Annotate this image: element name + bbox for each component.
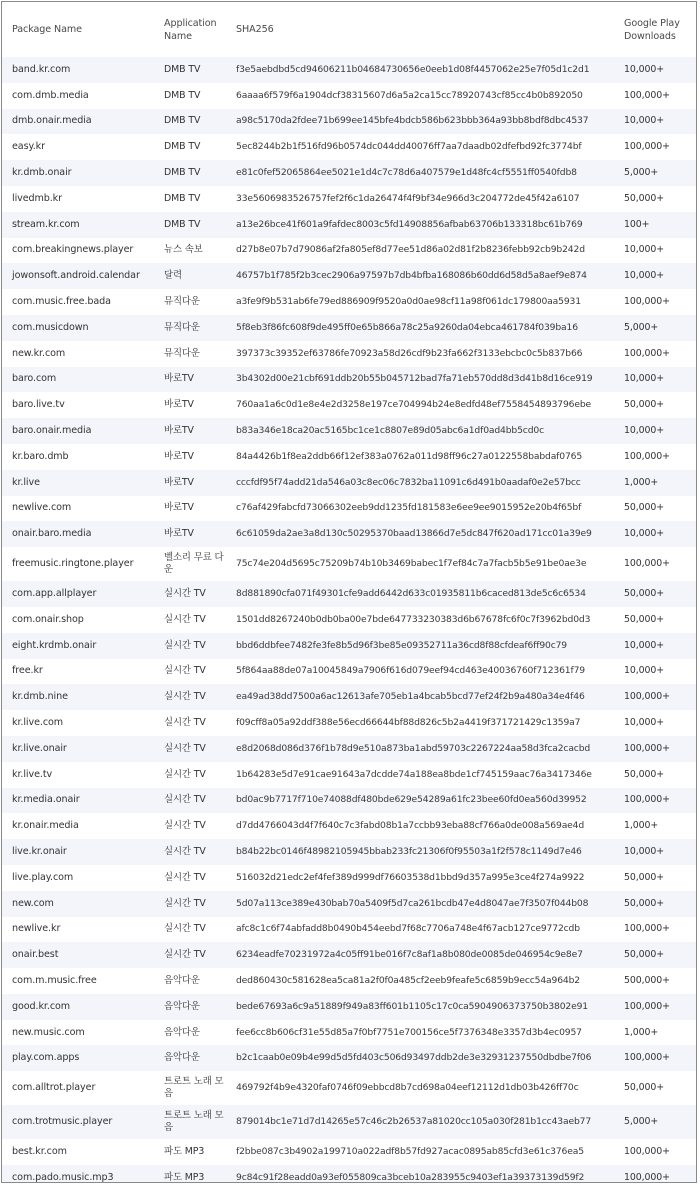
application-name-cell: DMB TV (154, 212, 226, 238)
package-name-cell: com.m.music.free (2, 968, 154, 994)
application-name-cell: DMB TV (154, 186, 226, 212)
package-name-cell: onair.best (2, 942, 154, 968)
downloads-cell: 50,000+ (622, 891, 697, 917)
table-row (2, 392, 697, 418)
package-name-cell: kr.live.tv (2, 762, 154, 788)
table-row (2, 607, 697, 633)
table-row (2, 839, 697, 865)
table-row (2, 788, 697, 814)
application-name-cell: 달력 (154, 263, 226, 289)
table-row (2, 496, 697, 522)
downloads-cell: 10,000+ (622, 633, 697, 659)
package-name-cell: baro.live.tv (2, 392, 154, 418)
table-row (2, 813, 697, 839)
application-name-cell: 트로트 노래 모음 (154, 1071, 226, 1105)
downloads-cell: 100,000+ (622, 1165, 697, 1183)
downloads-cell: 100,000+ (622, 684, 697, 710)
sha256-cell: a13e26bce41f601a9fafdec8003c5fd14908856afbab63706b133318bc61b769 (226, 212, 622, 238)
sha256-cell: 5f864aa88de07a10045849a7906f616d079eef94cd463e40036760f712361f79 (226, 659, 622, 685)
package-name-cell: baro.com (2, 367, 154, 393)
sha256-cell: 5f8eb3f86fc608f9de495ff0e65b866a78c25a9260da04ebca461784f039ba16 (226, 315, 622, 341)
table-row (2, 521, 697, 547)
package-name-cell: best.kr.com (2, 1139, 154, 1165)
downloads-cell: 100,000+ (622, 341, 697, 367)
table-container (1, 1, 697, 1183)
application-name-cell: 실시간 TV (154, 788, 226, 814)
sha256-cell: afc8c1c6f74abfadd8b0490b454eebd7f68c7706a748e4f67acb127ce9772cdb (226, 917, 622, 943)
package-name-cell: baro.onair.media (2, 418, 154, 444)
sha256-cell: 1b64283e5d7e91cae91643a7dcdde74a188ea8bde1cf745159aac76a3417346e (226, 762, 622, 788)
table-row (2, 341, 697, 367)
application-name-cell: 실시간 TV (154, 865, 226, 891)
sha256-cell: 6aaaa6f579f6a1904dcf38315607d6a5a2ca15cc78920743cf85cc4b0b892050 (226, 83, 622, 109)
package-name-cell: easy.kr (2, 134, 154, 160)
table-row (2, 1071, 697, 1105)
application-name-cell: 뮤직다운 (154, 315, 226, 341)
table-row (2, 710, 697, 736)
downloads-cell: 50,000+ (622, 607, 697, 633)
package-name-cell: free.kr (2, 659, 154, 685)
package-name-cell: live.play.com (2, 865, 154, 891)
downloads-cell: 100,000+ (622, 917, 697, 943)
downloads-cell: 100,000+ (622, 134, 697, 160)
sha256-cell: 6234eadfe70231972a4c05ff91be016f7c8af1a8b080de0085de046954c9e8e7 (226, 942, 622, 968)
application-name-cell: 바로TV (154, 444, 226, 470)
sha256-cell: 9c84c91f28eadd0a93ef055809ca3bceb10a283955c9403ef1a39373139d59f2 (226, 1165, 622, 1183)
table-row (2, 968, 697, 994)
application-name-cell: 뮤직다운 (154, 341, 226, 367)
package-name-cell: kr.live.com (2, 710, 154, 736)
table-row (2, 367, 697, 393)
table-row (2, 289, 697, 315)
table-row (2, 1020, 697, 1046)
package-name-cell: good.kr.com (2, 994, 154, 1020)
downloads-cell: 10,000+ (622, 521, 697, 547)
package-name-cell: kr.live (2, 470, 154, 496)
downloads-cell: 100,000+ (622, 547, 697, 581)
application-name-cell: 파도 MP3 (154, 1165, 226, 1183)
sha256-cell: f3e5aebdbd5cd94606211b04684730656e0eeb1d08f4457062e25e7f05d1c2d1 (226, 57, 622, 83)
application-name-cell: DMB TV (154, 83, 226, 109)
downloads-cell: 50,000+ (622, 392, 697, 418)
table-row (2, 444, 697, 470)
application-name-cell: DMB TV (154, 160, 226, 186)
sha256-cell: f09cff8a05a92ddf388e56ecd66644bf88d826c5b2a4419f371721429c1359a7 (226, 710, 622, 736)
package-name-cell: kr.live.onair (2, 736, 154, 762)
downloads-cell: 100,000+ (622, 1045, 697, 1071)
application-name-cell: 뉴스 속보 (154, 238, 226, 264)
table-row (2, 109, 697, 135)
downloads-cell: 500,000+ (622, 968, 697, 994)
table-row (2, 762, 697, 788)
sha256-cell: cccfdf95f74add21da546a03c8ec06c7832ba11091c6d491b0aadaf0e2e57bcc (226, 470, 622, 496)
table-row (2, 238, 697, 264)
sha256-cell: f2bbe087c3b4902a199710a022adf8b57fd927acac0895ab85cfd3e61c376ea5 (226, 1139, 622, 1165)
table-row (2, 942, 697, 968)
table-row (2, 1165, 697, 1183)
application-name-cell: 바로TV (154, 418, 226, 444)
downloads-cell: 100,000+ (622, 736, 697, 762)
application-name-cell: 바로TV (154, 496, 226, 522)
sha256-cell: c76af429fabcfd73066302eeb9dd1235fd181583e6ee9ee9015952e20b4f65bf (226, 496, 622, 522)
sha256-cell: d7dd4766043d4f7f640c7c3fabd08b1a7ccbb93eba88cf766a0de008a569ae4d (226, 813, 622, 839)
application-name-cell: 벨소리 무료 다운 (154, 547, 226, 581)
sha256-cell: 760aa1a6c0d1e8e4e2d3258e197ce704994b24e8edfd48ef7558454893796ebe (226, 392, 622, 418)
header-package-name: Package Name (12, 24, 82, 35)
sha256-cell: 8d881890cfa071f49301cfe9add6442d633c01935811b6caced813de5c6c6534 (226, 581, 622, 607)
application-name-cell: 바로TV (154, 470, 226, 496)
sha256-cell: 397373c39352ef63786fe70923a58d26cdf9b23fa662f3133ebcbc0c5b837b66 (226, 341, 622, 367)
sha256-cell: b83a346e18ca20ac5165bc1ce1c8807e89d05abc6a1df0ad4bb5cd0c (226, 418, 622, 444)
package-name-cell: eight.krdmb.onair (2, 633, 154, 659)
application-name-cell: 바로TV (154, 392, 226, 418)
downloads-cell: 10,000+ (622, 418, 697, 444)
sha256-cell: 6c61059da2ae3a8d130c50295370baad13866d7e5dc847f620ad171cc01a39e9 (226, 521, 622, 547)
application-name-cell: DMB TV (154, 134, 226, 160)
package-name-cell: jowonsoft.android.calendar (2, 263, 154, 289)
package-name-cell: band.kr.com (2, 57, 154, 83)
table-row (2, 83, 697, 109)
application-name-cell: 실시간 TV (154, 659, 226, 685)
package-name-cell: dmb.onair.media (2, 109, 154, 135)
downloads-cell: 10,000+ (622, 839, 697, 865)
table-row (2, 1045, 697, 1071)
table-row (2, 263, 697, 289)
table-row (2, 160, 697, 186)
package-name-cell: stream.kr.com (2, 212, 154, 238)
application-name-cell: 실시간 TV (154, 762, 226, 788)
package-name-cell: kr.onair.media (2, 813, 154, 839)
sha256-cell: 1501dd8267240b0db0ba00e7bde647733230383d6b67678fc6f0c7f3962bd0d3 (226, 607, 622, 633)
package-name-cell: com.music.free.bada (2, 289, 154, 315)
table-row (2, 547, 697, 581)
table-row (2, 57, 697, 83)
downloads-cell: 1,000+ (622, 470, 697, 496)
downloads-cell: 10,000+ (622, 57, 697, 83)
application-name-cell: 뮤직다운 (154, 289, 226, 315)
downloads-cell: 50,000+ (622, 942, 697, 968)
table-row (2, 1105, 697, 1139)
sha256-cell: 516032d21edc2ef4fef389d999df76603538d1bbd9d357a995e3ce4f274a9922 (226, 865, 622, 891)
package-name-cell: onair.baro.media (2, 521, 154, 547)
table-body (2, 57, 697, 1183)
table-row (2, 633, 697, 659)
package-name-cell: com.dmb.media (2, 83, 154, 109)
sha256-cell: 469792f4b9e4320faf0746f09ebbcd8b7cd698a04eef12112d1db03b426ff70c (226, 1071, 622, 1105)
package-name-cell: com.app.allplayer (2, 581, 154, 607)
application-name-cell: 실시간 TV (154, 813, 226, 839)
downloads-cell: 100+ (622, 212, 697, 238)
sha256-cell: 5ec8244b2b1f516fd96b0574dc044dd40076ff7aa7daadb02dfefbd92fc3774bf (226, 134, 622, 160)
sha256-cell: ea49ad38dd7500a6ac12613afe705eb1a4bcab5bcd77ef24f2b9a480a34e4f46 (226, 684, 622, 710)
package-name-cell: com.trotmusic.player (2, 1105, 154, 1139)
table-row (2, 736, 697, 762)
package-name-cell: new.kr.com (2, 341, 154, 367)
table-row (2, 212, 697, 238)
table-row (2, 470, 697, 496)
application-name-cell: 음악다운 (154, 994, 226, 1020)
sha256-cell: bede67693a6c9a51889f949a83ff601b1105c17c0ca5904906373750b3802e91 (226, 994, 622, 1020)
package-name-cell: com.pado.music.mp3 (2, 1165, 154, 1183)
sha256-cell: e8d2068d086d376f1b78d9e510a873ba1abd59703c2267224aa58d3fca2cacbd (226, 736, 622, 762)
downloads-cell: 10,000+ (622, 659, 697, 685)
sha256-cell: b84b22bc0146f48982105945bbab233fc21306f0f95503a1f2f578c1149d7e46 (226, 839, 622, 865)
sha256-cell: 46757b1f785f2b3cec2906a97597b7db4bfba168086b60dd6d58d5a8aef9e874 (226, 263, 622, 289)
sha256-cell: 84a4426b1f8ea2ddb66f12ef383a0762a011d98ff96c27a0122558babdaf0765 (226, 444, 622, 470)
header-sha256: SHA256 (236, 24, 274, 35)
package-name-cell: livedmb.kr (2, 186, 154, 212)
sha256-cell: d27b8e07b7d79086af2fa805ef8d77ee51d86a02d81f2b8236febb92cb9b242d (226, 238, 622, 264)
package-name-cell: newlive.kr (2, 917, 154, 943)
downloads-cell: 10,000+ (622, 367, 697, 393)
application-name-cell: 트로트 노래 모음 (154, 1105, 226, 1139)
table-row (2, 994, 697, 1020)
application-name-cell: 음악다운 (154, 1020, 226, 1046)
application-name-cell: 음악다운 (154, 1045, 226, 1071)
application-name-cell: 실시간 TV (154, 633, 226, 659)
sha256-cell: a3fe9f9b531ab6fe79ed886909f9520a0d0ae98cf11a98f061dc179800aa5931 (226, 289, 622, 315)
package-name-cell: play.com.apps (2, 1045, 154, 1071)
downloads-cell: 10,000+ (622, 710, 697, 736)
downloads-cell: 5,000+ (622, 160, 697, 186)
application-name-cell: 음악다운 (154, 968, 226, 994)
application-name-cell: 실시간 TV (154, 581, 226, 607)
application-name-cell: 실시간 TV (154, 891, 226, 917)
downloads-cell: 50,000+ (622, 865, 697, 891)
header-row (2, 2, 697, 57)
package-name-cell: live.kr.onair (2, 839, 154, 865)
application-name-cell: DMB TV (154, 109, 226, 135)
application-name-cell: 실시간 TV (154, 684, 226, 710)
header-application-name: Application Name (164, 17, 217, 42)
table-row (2, 581, 697, 607)
downloads-cell: 100,000+ (622, 994, 697, 1020)
application-name-cell: 실시간 TV (154, 736, 226, 762)
package-name-cell: com.alltrot.player (2, 1071, 154, 1105)
sha256-cell: fee6cc8b606cf31e55d85a7f0bf7751e700156ce5f7376348e3357d3b4ec0957 (226, 1020, 622, 1046)
sha256-cell: bbd6ddbfee7482fe3fe8b5d96f3be85e09352711a36cd8f88cfdeaf6ff90c79 (226, 633, 622, 659)
package-name-cell: newlive.com (2, 496, 154, 522)
downloads-cell: 10,000+ (622, 238, 697, 264)
application-name-cell: 파도 MP3 (154, 1139, 226, 1165)
downloads-cell: 50,000+ (622, 1071, 697, 1105)
downloads-cell: 5,000+ (622, 315, 697, 341)
package-name-cell: new.music.com (2, 1020, 154, 1046)
downloads-cell: 50,000+ (622, 762, 697, 788)
application-name-cell: 실시간 TV (154, 839, 226, 865)
package-name-cell: kr.media.onair (2, 788, 154, 814)
downloads-cell: 5,000+ (622, 1105, 697, 1139)
table-row (2, 684, 697, 710)
table-row (2, 418, 697, 444)
package-name-cell: kr.dmb.onair (2, 160, 154, 186)
sha256-cell: e81c0fef52065864ee5021e1d4c7c78d6a407579e1d48fc4cf5551ff0540fdb8 (226, 160, 622, 186)
sha256-cell: a98c5170da2fdee71b699ee145bfe4bdcb586b623bbb364a93bb8bdf8dbc4537 (226, 109, 622, 135)
downloads-cell: 1,000+ (622, 1020, 697, 1046)
downloads-cell: 100,000+ (622, 788, 697, 814)
table-row (2, 917, 697, 943)
application-name-cell: 바로TV (154, 521, 226, 547)
application-name-cell: DMB TV (154, 57, 226, 83)
application-name-cell: 실시간 TV (154, 942, 226, 968)
table-row (2, 186, 697, 212)
package-name-cell: com.breakingnews.player (2, 238, 154, 264)
package-table (2, 2, 697, 1183)
sha256-cell: 75c74e204d5695c75209b74b10b3469babec1f7ef84c7a7facb5b5e91be0ae3e (226, 547, 622, 581)
downloads-cell: 100,000+ (622, 1139, 697, 1165)
application-name-cell: 실시간 TV (154, 710, 226, 736)
package-name-cell: new.com (2, 891, 154, 917)
sha256-cell: ded860430c581628ea5ca81a2f0f0a485cf2eeb9feafe5c6859b9ecc54a964b2 (226, 968, 622, 994)
package-name-cell: com.onair.shop (2, 607, 154, 633)
downloads-cell: 1,000+ (622, 813, 697, 839)
downloads-cell: 50,000+ (622, 581, 697, 607)
sha256-cell: 5d07a113ce389e430bab70a5409f5d7ca261bcdb47e4d8047ae7f3507f044b08 (226, 891, 622, 917)
table-row (2, 1139, 697, 1165)
package-name-cell: freemusic.ringtone.player (2, 547, 154, 581)
table-row (2, 865, 697, 891)
table-row (2, 891, 697, 917)
sha256-cell: 3b4302d00e21cbf691ddb20b55b045712bad7fa71eb570dd8d3d41b8d16ce919 (226, 367, 622, 393)
downloads-cell: 100,000+ (622, 289, 697, 315)
application-name-cell: 실시간 TV (154, 917, 226, 943)
sha256-cell: b2c1caab0e09b4e99d5d5fd403c506d93497ddb2de3e32931237550dbdbe7f06 (226, 1045, 622, 1071)
table-row (2, 315, 697, 341)
application-name-cell: 바로TV (154, 367, 226, 393)
table-header (2, 2, 697, 57)
downloads-cell: 50,000+ (622, 496, 697, 522)
table-row (2, 134, 697, 160)
package-name-cell: com.musicdown (2, 315, 154, 341)
downloads-cell: 100,000+ (622, 83, 697, 109)
package-name-cell: kr.dmb.nine (2, 684, 154, 710)
downloads-cell: 10,000+ (622, 109, 697, 135)
table-row (2, 659, 697, 685)
package-name-cell: kr.baro.dmb (2, 444, 154, 470)
header-downloads: Google Play Downloads (624, 17, 680, 42)
downloads-cell: 50,000+ (622, 186, 697, 212)
sha256-cell: 33e5606983526757fef2f6c1da26474f4f9bf34e966d3c204772de45f42a6107 (226, 186, 622, 212)
sha256-cell: 879014bc1e71d7d14265e57c46c2b26537a81020cc105a030f281b1cc43aeb77 (226, 1105, 622, 1139)
downloads-cell: 100,000+ (622, 444, 697, 470)
application-name-cell: 실시간 TV (154, 607, 226, 633)
sha256-cell: bd0ac9b7717f710e74088df480bde629e54289a61fc23bee60fd0ea560d39952 (226, 788, 622, 814)
downloads-cell: 10,000+ (622, 263, 697, 289)
